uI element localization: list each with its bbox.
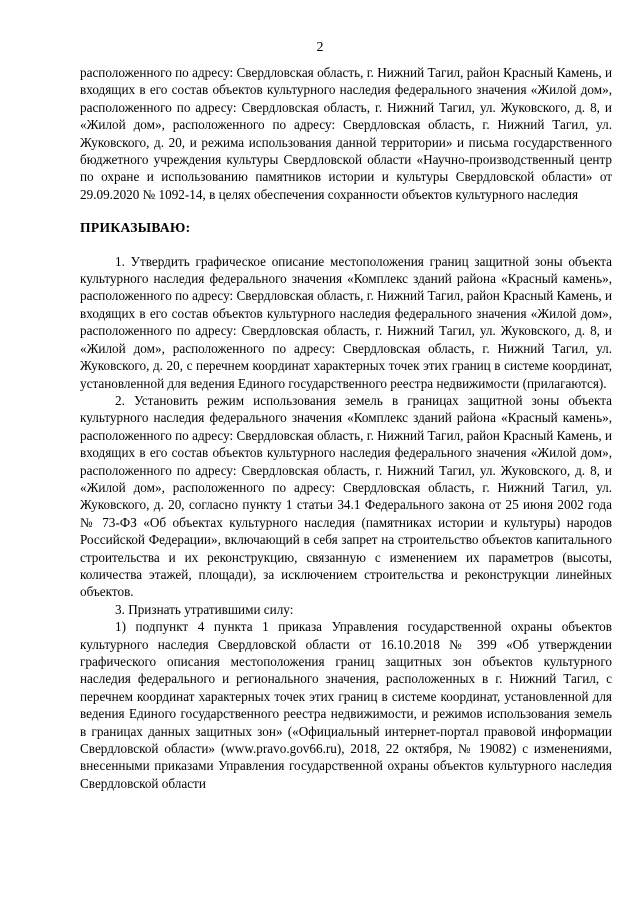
clause-2: 2. Установить режим использования земель в границах защитной зоны объекта культурного наследия федерального значения «Комплекс зданий района «Красный камень», расположенного по адресу: Свердловская область, г. Нижний Тагил, район Красный Камень, и входящих в его состав объектов культурного наследия федерального значения «Жилой дом», расположенного по адресу: Свердловская область, г. Нижний Тагил, ул. Жуковского, д. 8, и «Жилой дом», расположенного по адресу: Свердловская область, г. Нижний Тагил, ул. Жуковского, д. 20, согласно пункту 1 статьи 34.1 Федерального закона от 25 июня 2002 года № 73-ФЗ «Об объектах культурного наследия (памятниках истории и культуры) народов Российской Федерации», включающий в себя запрет на строительство объектов капитального строительства и их реконструкцию, связанную с изменением их параметров (высоты, количества этажей, площади), за исключением строительства и реконструкции линейных объектов. xyxy=(80,392,612,600)
clause-1: 1. Утвердить графическое описание местоположения границ защитной зоны объекта культурного наследия федерального значения «Комплекс зданий района «Красный камень», расположенного по адресу: Свердловская область, г. Нижний Тагил, район Красный Камень, и входящих в его состав объектов культурного наследия федерального значения «Жилой дом», расположенного по адресу: Свердловская область, г. Нижний Тагил, ул. Жуковского, д. 8, и «Жилой дом», расположенного по адресу: Свердловская область, г. Нижний Тагил, ул. Жуковского, д. 20, с перечнем координат характерных точек этих границ в системе координат, установленной для ведения Единого государственного реестра недвижимости (прилагаются). xyxy=(80,253,612,391)
order-heading: ПРИКАЗЫВАЮ: xyxy=(80,220,191,236)
clause-3-subitem-1: 1) подпункт 4 пункта 1 приказа Управления государственной охраны объектов культурного наследия Свердловской области от 16.10.2018 № 399 «Об утверждении графического описания местоположения границ защитных зон объектов культурного наследия федерального и регионального значения, расположенных в г. Нижний Тагил, с перечнем координат характерных точек этих границ в системе координат, установленной для ведения Единого государственного реестра недвижимости, и режимов использования земель в границах данных защитных зон» («Официальный интернет-портал правовой информации Свердловской области» (www.pravo.gov66.ru), 2018, 22 октября, № 19082) с изменениями, внесенными приказами Управления государственной охраны объектов культурного наследия Свердловской области xyxy=(80,619,612,791)
intro-paragraph: расположенного по адресу: Свердловская область, г. Нижний Тагил, район Красный Камень, и входящих в его состав объектов культурного наследия федерального значения «Жилой дом», расположенного по адресу: Свердловская область, г. Нижний Тагил, ул. Жуковского, д. 8, и «Жилой дом», расположенного по адресу: Свердловская область, г. Нижний Тагил, ул. Жуковского, д. 20, и режима использования данной территории» и письма государственного бюджетного учреждения культуры Свердловской области «Научно-производственный центр по охране и использованию памятников истории и культуры Свердловской области» от 29.09.2020 № 1092-14, в целях обеспечения сохранности объектов культурного наследия xyxy=(80,65,612,202)
clause-3: 3. Признать утратившими силу: xyxy=(115,601,294,617)
document-body xyxy=(80,64,612,792)
page-number: 2 xyxy=(316,40,324,55)
